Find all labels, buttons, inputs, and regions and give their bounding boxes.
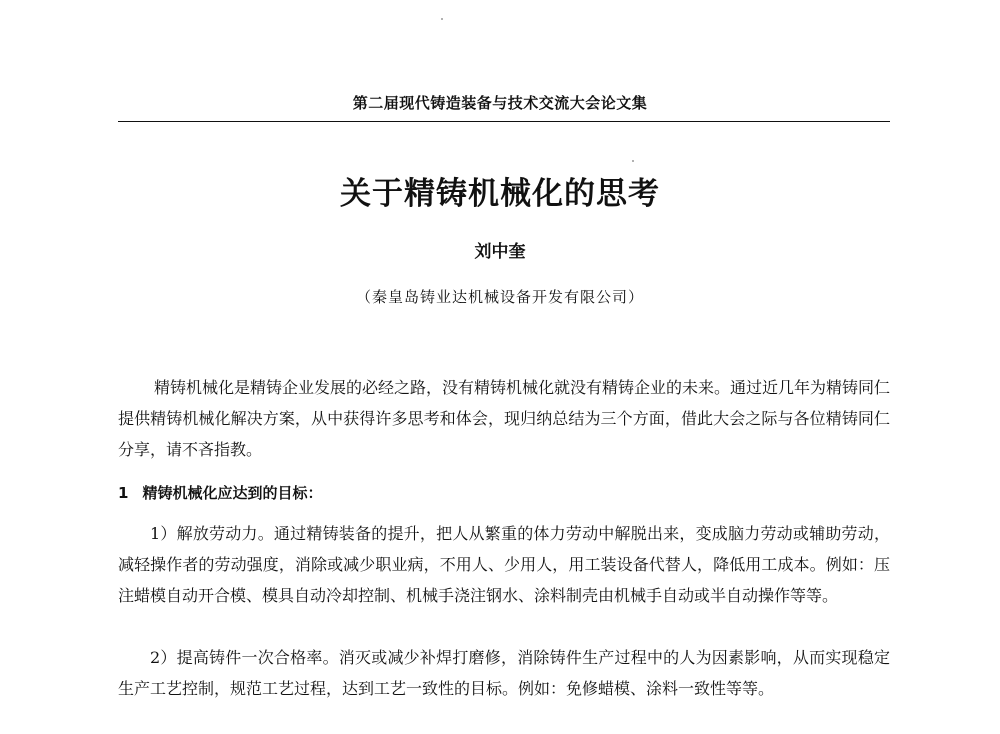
author-affiliation: （秦皇岛铸业达机械设备开发有限公司）: [355, 288, 644, 306]
section-number: 1: [118, 484, 129, 502]
running-header: 第二届现代铸造装备与技术交流大会论文集: [352, 94, 648, 112]
section-heading-text: 精铸机械化应达到的目标：: [142, 484, 323, 502]
author-name: 刘中奎: [474, 242, 526, 262]
list-item: 2）提高铸件一次合格率。消灭或减少补焊打磨修，消除铸件生产过程中的人为因素影响，从而实现稳定生产工艺控制，规范工艺过程，达到工艺一致性的目标。例如：免修蜡模、涂料一致性等等。: [118, 648, 890, 698]
scan-speck: [441, 18, 443, 20]
article-title: 关于精铸机械化的思考: [340, 176, 660, 212]
scan-speck: [632, 160, 634, 162]
list-item: 1）解放劳动力。通过精铸装备的提升，把人从繁重的体力劳动中解脱出来，变成脑力劳动或辅助劳动，减轻操作者的劳动强度，消除或减少职业病，不用人、少用人，用工装设备代替人，降低用工成本。例如：压注蜡模自动开合模、模具自动冷却控制、机械手浇注钢水、涂料制壳由机械手自动或半自动操作等等。: [118, 524, 890, 605]
header-rule: [118, 121, 890, 122]
intro-paragraph: 精铸机械化是精铸企业发展的必经之路，没有精铸机械化就没有精铸企业的未来。通过近几年为精铸同仁提供精铸机械化解决方案，从中获得许多思考和体会，现归纳总结为三个方面，借此大会之际与各位精铸同仁分享，请不吝指教。: [118, 378, 891, 459]
section-heading: [118, 481, 322, 505]
